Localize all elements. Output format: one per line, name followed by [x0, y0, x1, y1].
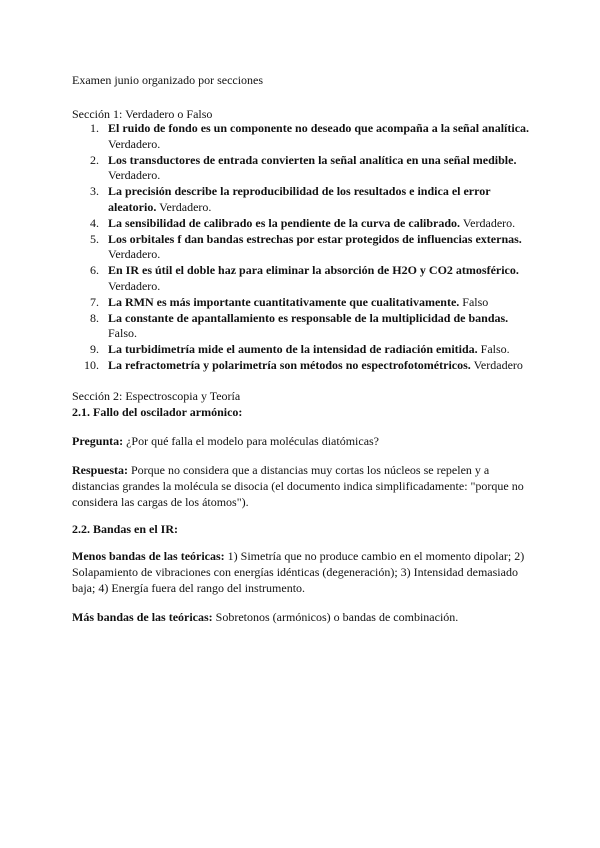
fewer-bands-text: 1) Simetría que no produce cambio en el momento dipolar; 2) Solapamiento de vibraciones con energías idénticas (degeneración); 3) Intensidad demasiado baja; 4) Energía fuera del rango del instrumento.	[72, 549, 525, 595]
question-paragraph	[72, 433, 532, 449]
list-item	[72, 184, 532, 216]
subsection-2-2-heading: 2.2. Bandas en el IR:	[72, 522, 179, 536]
question-text: ¿Por qué falla el modelo para moléculas diatómicas?	[126, 434, 380, 448]
more-bands-label: Más bandas de las teóricas:	[72, 610, 213, 624]
item-number: 6.	[90, 263, 99, 278]
list-item	[72, 295, 532, 311]
item-answer: Verdadero.	[108, 278, 161, 293]
list-item	[72, 232, 532, 264]
fewer-bands-paragraph	[72, 548, 532, 596]
item-statement: Los transductores de entrada convierten la señal analítica en una señal medible.	[108, 152, 517, 167]
list-item	[72, 358, 532, 374]
subsection-2-1-heading: 2.1. Fallo del oscilador armónico:	[72, 405, 243, 419]
list-item	[72, 216, 532, 232]
item-answer: Falso	[462, 294, 489, 309]
section-2-title: Sección 2: Espectroscopia y Teoría	[72, 389, 241, 403]
item-statement: El ruido de fondo es un componente no deseado que acompaña a la señal analítica.	[108, 121, 530, 135]
item-number: 8.	[90, 310, 99, 325]
item-answer: Falso.	[480, 342, 510, 357]
item-answer: Verdadero.	[159, 199, 212, 214]
item-answer: Verdadero.	[108, 168, 161, 183]
item-statement: En IR es útil el doble haz para eliminar la absorción de H2O y CO2 atmosférico.	[108, 263, 519, 278]
item-number: 7.	[90, 294, 99, 309]
item-number: 3.	[90, 184, 99, 199]
list-item	[72, 121, 532, 153]
item-statement: La precisión describe la reproducibilidad de los resultados e indica el error aleatorio.	[108, 184, 491, 214]
item-number: 1.	[90, 121, 99, 135]
true-false-list	[72, 121, 532, 374]
list-item	[72, 342, 532, 358]
item-number: 9.	[90, 342, 99, 357]
item-statement: La RMN es más importante cuantitativamente que cualitativamente.	[108, 294, 460, 309]
item-answer: Verdadero.	[462, 215, 516, 230]
item-answer: Verdadero.	[108, 136, 161, 151]
item-number: 10.	[84, 357, 99, 372]
list-item	[72, 263, 532, 295]
more-bands-paragraph	[72, 609, 532, 625]
section-1-title: Sección 1: Verdadero o Falso	[72, 107, 213, 121]
item-number: 5.	[90, 231, 99, 246]
item-answer: Verdadero	[473, 357, 523, 372]
item-answer: Falso.	[108, 326, 138, 341]
item-statement: La sensibilidad de calibrado es la pendiente de la curva de calibrado.	[108, 215, 461, 230]
item-answer: Verdadero.	[108, 247, 161, 262]
item-statement: La constante de apantallamiento es responsable de la multiplicidad de bandas.	[108, 310, 509, 325]
item-statement: Los orbitales f dan bandas estrechas por estar protegidos de influencias externas.	[108, 231, 522, 246]
document-title: Examen junio organizado por secciones	[72, 73, 264, 87]
answer-text: Porque no considera que a distancias muy cortas los núcleos se repelen y a distancias grandes la molécula se disocia (el documento indica simplificadamente: "porque no considera las cargas de los átomos").	[72, 463, 524, 509]
answer-label: Respuesta:	[72, 463, 128, 477]
answer-paragraph	[72, 462, 532, 510]
item-statement: La refractometría y polarimetría son métodos no espectrofotométricos.	[108, 357, 471, 372]
list-item	[72, 153, 532, 185]
more-bands-text: Sobretonos (armónicos) o bandas de combinación.	[215, 610, 459, 624]
fewer-bands-label: Menos bandas de las teóricas:	[72, 549, 225, 563]
item-statement: La turbidimetría mide el aumento de la intensidad de radiación emitida.	[108, 342, 478, 357]
item-number: 2.	[90, 152, 99, 167]
list-item	[72, 311, 532, 343]
item-number: 4.	[90, 215, 99, 230]
question-label: Pregunta:	[72, 434, 124, 448]
